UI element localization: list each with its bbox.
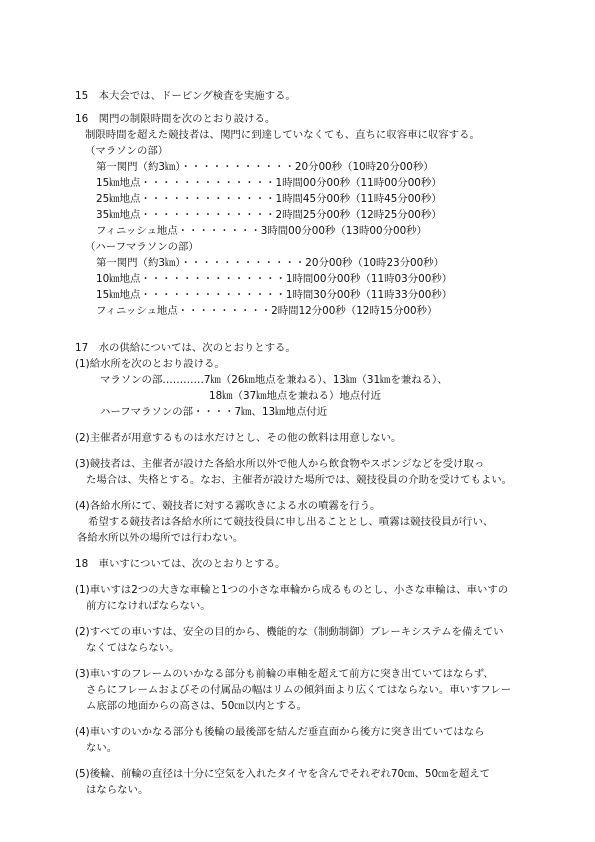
section-16-title: 16 関門の制限時間を次のとおり設ける。	[75, 113, 276, 125]
water-item-4: (4)各給水所にて、競技者に対する霧吹きによる水の噴霧を行う。	[75, 500, 381, 512]
water-item-3-cont: た場合は、失格とする。なお、主催者が設けた場所では、競技役員の介助を受けてもよい。	[86, 474, 513, 486]
marathon-heading: （マラソンの部）	[85, 145, 169, 157]
water-item-4-cont: 希望する競技者は各給水所にて競技役員に申し出ることとし、噴霧は競技役員が行い、	[88, 516, 494, 528]
water-item-4-cont: 各給水所以外の場所では行わない。	[77, 532, 244, 544]
wheelchair-item-5-cont: はならない。	[86, 784, 149, 796]
water-station-marathon: マラソンの部…………7㎞（26㎞地点を兼ねる）、13㎞（31㎞を兼ねる）、	[100, 374, 448, 386]
section-16-note: 制限時間を超えた競技者は、関門に到達していなくても、直ちに収容車に収容する。	[85, 129, 480, 141]
water-station-heading: (1)給水所を次のとおり設ける。	[75, 358, 225, 370]
water-item-3: (3)競技者は、主催者が設けた各給水所以外で他人から飲食物やスポンジなどを受け取っ	[75, 458, 485, 470]
wheelchair-item-5: (5)後輪、前輪の直径は十分に空気を入れたタイヤを含んでそれぞれ70㎝、50㎝を超えて	[75, 768, 491, 780]
section-18-title: 18 車いすについては、次のとおりとする。	[75, 558, 286, 570]
water-station-marathon-cont: 18㎞（37㎞地点を兼ねる）地点付近	[209, 390, 381, 402]
half-marathon-row: 15㎞地点・・・・・・・・・・・・・・1時間30分00秒（11時33分00秒）	[96, 289, 453, 301]
half-marathon-row: 10㎞地点・・・・・・・・・・・・・・1時間00分00秒（11時03分00秒）	[96, 273, 453, 285]
half-marathon-row: 第一関門（約3㎞）・・・・・・・・・・・・20分00秒（10時23分00秒）	[96, 257, 445, 269]
marathon-row: 第一関門（約3㎞）・・・・・・・・・・・20分00秒（10時20分00秒）	[96, 161, 434, 173]
wheelchair-item-1-cont: 前方になければならない。	[86, 600, 211, 612]
wheelchair-item-3-cont: ム底部の地面からの高さは、50㎝以内とする。	[86, 700, 308, 712]
half-marathon-heading: （ハーフマラソンの部）	[85, 241, 199, 253]
wheelchair-item-3: (3)車いすのフレームのいかなる部分も前輪の車軸を超えて前方に突き出ていてはならず、	[75, 668, 494, 680]
wheelchair-item-1: (1)車いすは2つの大きな車輪と1つの小さな車輪から成るものとし、小さな車輪は、車いすの	[75, 584, 509, 596]
marathon-row: 25㎞地点・・・・・・・・・・・・・1時間45分00秒（11時45分00秒）	[96, 193, 442, 205]
marathon-row: フィニッシュ地点・・・・・・・・3時間00分00秒（13時00分00秒）	[96, 225, 428, 237]
wheelchair-item-4: (4)車いすのいかなる部分も後輪の最後部を結んだ垂直面から後方に突き出ていてはなら	[75, 726, 485, 738]
section-17-title: 17 水の供給については、次のとおりとする。	[75, 342, 296, 354]
wheelchair-item-4-cont: ない。	[86, 742, 118, 754]
section-15-text: 15 本大会では、ドーピング検査を実施する。	[75, 90, 296, 102]
water-item-2: (2)主催者が用意するものは水だけとし、その他の飲料は用意しない。	[75, 432, 402, 444]
marathon-row: 35㎞地点・・・・・・・・・・・・・2時間25分00秒（12時25分00秒）	[96, 209, 442, 221]
water-station-half: ハーフマラソンの部・・・・7㎞、13㎞地点付近	[100, 406, 328, 418]
wheelchair-item-3-cont: さらにフレームおよびその付属品の幅はリムの傾斜面より広くてはならない。車いすフレー	[86, 684, 512, 696]
marathon-row: 15㎞地点・・・・・・・・・・・・・1時間00分00秒（11時00分00秒）	[96, 177, 442, 189]
half-marathon-row: フィニッシュ地点・・・・・・・・・2時間12分00秒（12時15分00秒）	[96, 305, 438, 317]
wheelchair-item-2: (2)すべての車いすは、安全の目的から、機能的な（制動制御）ブレーキシステムを備えてい	[75, 626, 504, 638]
wheelchair-item-2-cont: なくてはならない。	[86, 642, 180, 654]
